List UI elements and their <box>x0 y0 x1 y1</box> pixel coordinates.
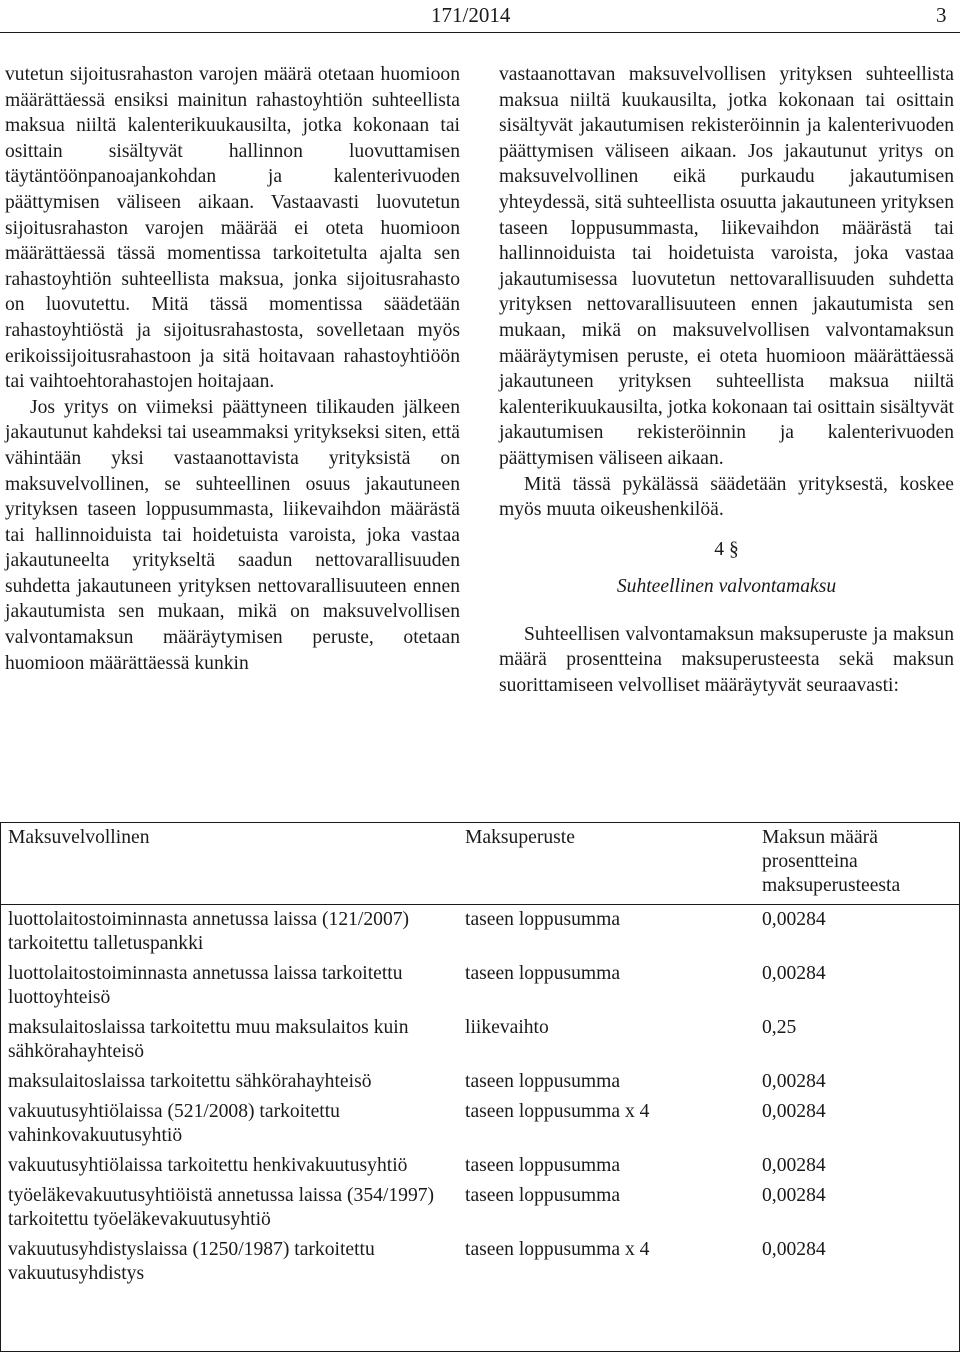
cell-payer: työeläkevakuutusyhtiöistä annetussa laissa (354/1997) tarkoitettu työeläkevakuutusyhtiö <box>8 1185 435 1230</box>
left-paragraph-2: Jos yritys on viimeksi päättyneen tilikauden jälkeen jakautunut kahdeksi tai useammaksi yritykseksi siten, että vähintään yksi vastaanottavista yrityksistä on maksuvelvollinen, se suhteellinen osuus jakautuneen yrityksen taseen loppusummasta, liikevaihdon määrästä tai hallinnoiduista tai hoidetuista varoista, joka vastaa jakautuneelta yritykseltä saadun nettovarallisuuden suhdetta jakautuneen yrityksen nettovarallisuuteen ennen jakautumista sen mukaan, mikä on maksuvelvollisen valvontamaksun määräytymisen peruste, otetaan huomioon määrättäessä kunkin <box>5 396 460 674</box>
issue-number: 171/2014 <box>431 3 511 27</box>
cell-payer: maksulaitoslaissa tarkoitettu muu maksulaitos kuin sähkörahayhteisö <box>8 1017 409 1062</box>
section-title: Suhteellinen valvontamaksu <box>616 576 837 598</box>
right-paragraph-3: Suhteellisen valvontamaksun maksuperuste ja maksun määrä prosentteina maksuperusteesta sekä maksun suorittamiseen velvolliset määräytyvät seuraavasti: <box>499 623 954 697</box>
cell-rate: 0,00284 <box>762 1101 826 1122</box>
right-paragraph-2: Mitä tässä pykälässä säädetään yrityksestä, koskee myös muuta oikeushenkilöä. <box>499 473 954 521</box>
table-row <box>0 1235 960 1289</box>
table-row <box>0 1067 960 1097</box>
cell-rate: 0,00284 <box>762 1239 826 1260</box>
cell-rate: 0,00284 <box>762 1071 826 1092</box>
table-header-row <box>0 822 960 905</box>
cell-basis: taseen loppusumma x 4 <box>465 1101 650 1122</box>
header-maksuperuste: Maksuperuste <box>453 822 750 905</box>
header-maksun-maara: Maksun määrä prosentteina maksuperusteesta <box>750 822 960 905</box>
fee-table <box>0 822 960 1289</box>
cell-basis: taseen loppusumma <box>465 963 621 984</box>
header-rule <box>0 32 960 33</box>
cell-basis: taseen loppusumma <box>465 909 621 930</box>
page-number: 3 <box>936 3 947 27</box>
cell-basis: liikevaihto <box>465 1017 549 1038</box>
table-row <box>0 959 960 1013</box>
cell-basis: taseen loppusumma <box>465 1071 621 1092</box>
cell-rate: 0,00284 <box>762 1185 826 1206</box>
cell-payer: vakuutusyhdistyslaissa (1250/1987) tarkoitettu vakuutusyhdistys <box>8 1239 375 1284</box>
table-row <box>0 905 960 960</box>
left-paragraph-1: vutetun sijoitusrahaston varojen määrä otetaan huomioon määrättäessä ensiksi mainitun rahastoyhtiön suhteellista maksua niiltä kalenterikuukausilta, jotka kokonaan tai osittain sisältyvät hallinnon luovuttamisen täytäntöönpanoajankohdan ja kalenterivuoden päättymisen väliseen aikaan. Vastaavasti luovutetun sijoitusrahaston varojen määrää ei oteta huomioon määrättäessä tässä momentissa tarkoitetulta ajalta sen rahastoyhtiön suhteellista maksua, jonka sijoitusrahasto on luovutettu. Mitä tässä momentissa säädetään rahastoyhtiöstä ja sijoitusrahastosta, sovelletaan myös erikoissijoitusrahastoon ja sitä hoitavaan rahastoyhtiöön tai vaihtoehtorahastojen hoitajaan. <box>5 64 460 393</box>
cell-payer: maksulaitoslaissa tarkoitettu sähkörahayhteisö <box>8 1071 372 1092</box>
cell-basis: taseen loppusumma x 4 <box>465 1239 650 1260</box>
left-column <box>5 62 460 676</box>
cell-basis: taseen loppusumma <box>465 1155 621 1176</box>
cell-rate: 0,00284 <box>762 909 826 930</box>
cell-payer: vakuutusyhtiölaissa (521/2008) tarkoitettu vahinkovakuutusyhtiö <box>8 1101 340 1146</box>
table-row <box>0 1013 960 1067</box>
cell-payer: vakuutusyhtiölaissa tarkoitettu henkivakuutusyhtiö <box>8 1155 408 1176</box>
cell-rate: 0,25 <box>762 1017 797 1038</box>
table-row <box>0 1181 960 1235</box>
right-column <box>499 62 954 699</box>
table-row <box>0 1151 960 1181</box>
cell-basis: taseen loppusumma <box>465 1185 621 1206</box>
cell-payer: luottolaitostoiminnasta annetussa laissa tarkoitettu luottoyhteisö <box>8 963 403 1008</box>
cell-payer: luottolaitostoiminnasta annetussa laissa (121/2007) tarkoitettu talletuspankki <box>8 909 410 954</box>
cell-rate: 0,00284 <box>762 1155 826 1176</box>
header-maksuvelvollinen: Maksuvelvollinen <box>0 822 453 905</box>
table-row <box>0 1097 960 1151</box>
right-paragraph-1: vastaanottavan maksuvelvollisen yrityksen suhteellista maksua niiltä kuukausilta, jotka kokonaan tai osittain sisältyvät jakautumisen rekisteröinnin ja kalenterivuoden päättymisen väliseen aikaan. Jos jakautunut yritys on maksuvelvollinen eikä purkaudu jakautumisen yhteydessä, sitä suhteellista osuutta jakautuneen yrityksen taseen loppusummasta, liikevaihdon määrästä tai hallinnoiduista tai hoidetuista varoista, joka vastaa jakautumisessa luovutetun nettovarallisuuden suhdetta yrityksen nettovarallisuuteen ennen jakautumista sen mukaan, mikä on maksuvelvollisen valvontamaksun määräytymisen peruste, ei oteta huomioon määrättäessä jakautuneen yrityksen suhteellista maksua niiltä kalenterikuukausilta, jotka kokonaan tai osittain sisältyvät jakautumisen rekisteröinnin ja kalenterivuoden päättymisen väliseen aikaan. <box>499 64 954 469</box>
cell-rate: 0,00284 <box>762 963 826 984</box>
section-number: 4 § <box>714 538 739 560</box>
